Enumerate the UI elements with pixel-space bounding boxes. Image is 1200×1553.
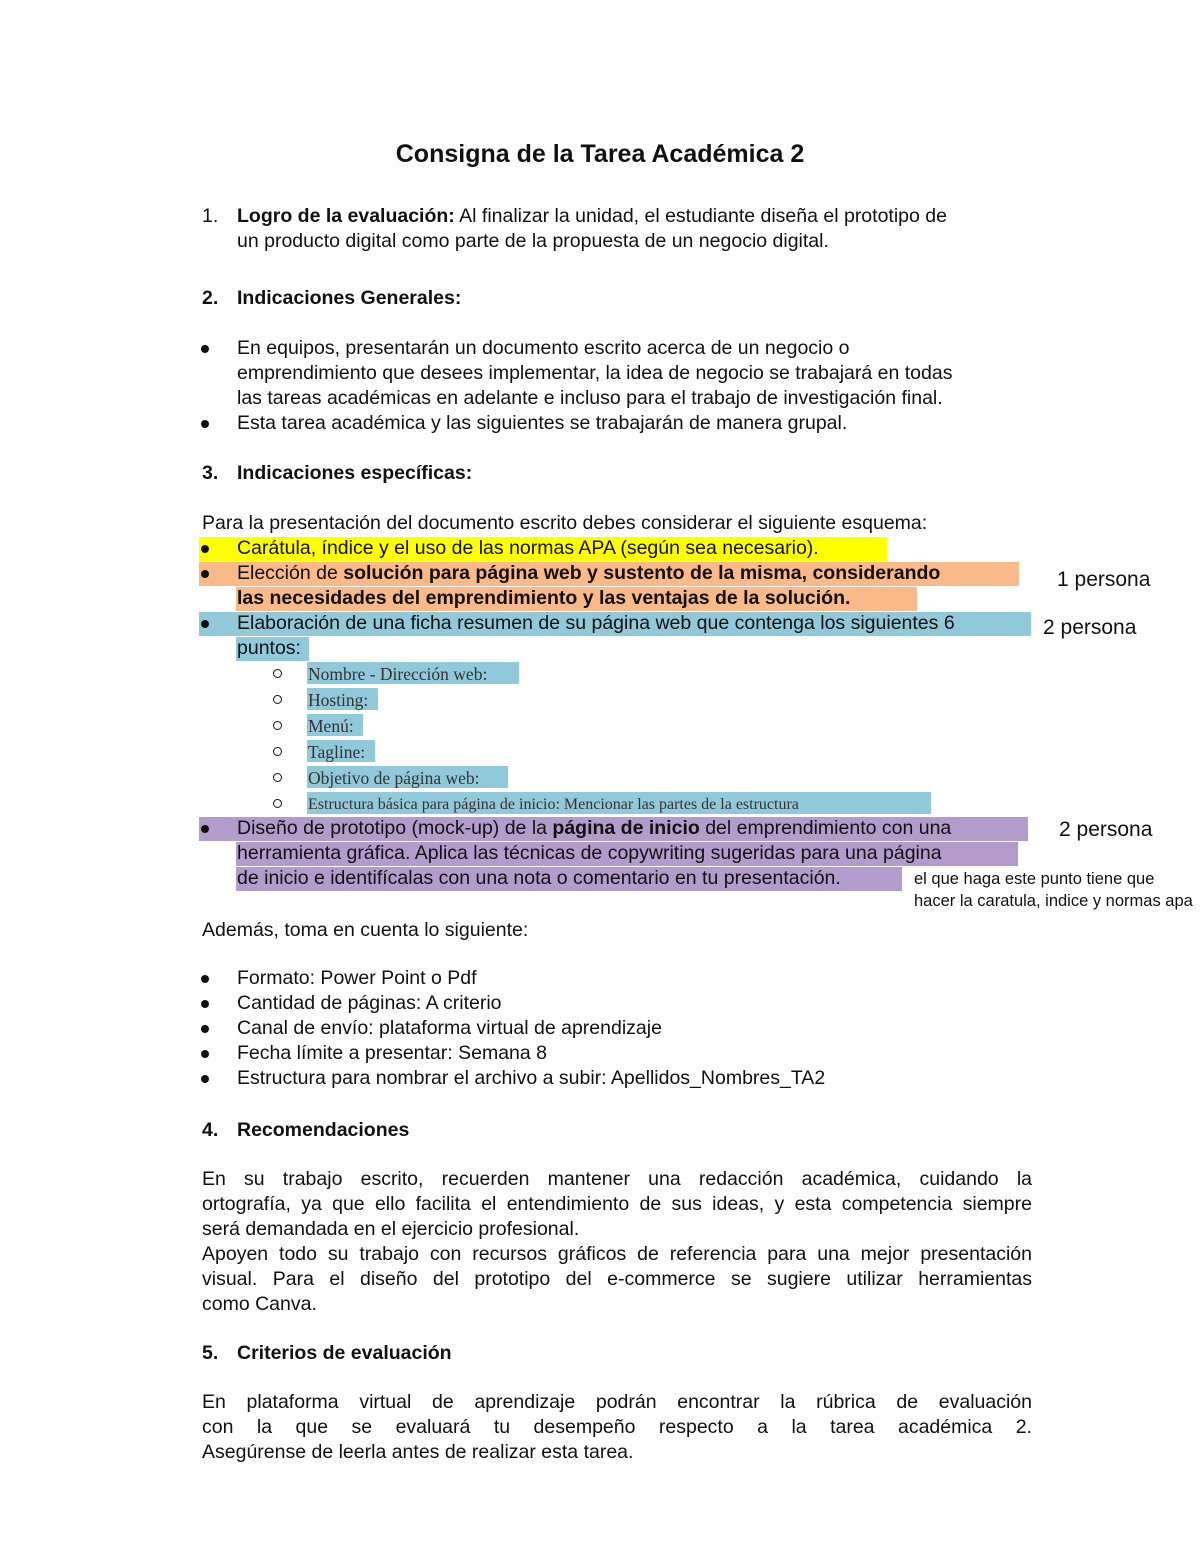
assignment-note-2: 2 persona	[1043, 616, 1137, 639]
bullet-dot	[201, 345, 209, 353]
scheme-item-4-line-3-text: de inicio e identifícalas con una nota o comentario en tu presentación	[237, 867, 836, 889]
section-5-heading: Criterios de evaluación	[237, 1342, 452, 1364]
scheme-item-2-line-1	[237, 561, 940, 586]
requirement-5: Estructura para nombrar el archivo a subir: Apellidos_Nombres_TA2	[237, 1067, 826, 1089]
circle-bullet-icon	[273, 721, 282, 730]
section-1-number: 1.	[202, 205, 219, 227]
scheme-item-1: Carátula, índice y el uso de las normas APA (según sea necesario).	[237, 537, 819, 559]
recommendations-p2-line-2: visual. Para el diseño del prototipo del e-commerce se sugiere utilizar herramientas	[202, 1268, 1032, 1290]
section-1-line-2: un producto digital como parte de la propuesta de un negocio digital.	[237, 230, 829, 252]
bullet-dot	[201, 1050, 209, 1058]
criteria-line-3: Asegúrense de leerla antes de realizar esta tarea.	[202, 1441, 634, 1463]
recommendations-paragraph-1	[202, 1167, 1032, 1317]
section-1-text: Al finalizar la unidad, el estudiante diseña el prototipo de	[454, 205, 947, 227]
ademas-text: Además, toma en cuenta lo siguiente:	[202, 919, 529, 941]
recommendations-p1-line-3: será demandada en el ejercicio profesional.	[202, 1218, 580, 1240]
recommendations-p2-line-1: Apoyen todo su trabajo con recursos gráficos de referencia para una mejor presentación	[202, 1243, 1032, 1265]
bullet-dot	[201, 620, 209, 628]
general-bullet-1-line-3: las tareas académicas en adelante e incluso para el trabajo de investigación final.	[237, 387, 943, 409]
bullet-dot	[201, 1025, 209, 1033]
bullet-dot	[201, 825, 209, 833]
sub-item-1: Nombre - Dirección web:	[308, 664, 488, 684]
recommendations-p2-line-3: como Canva.	[202, 1293, 317, 1315]
bullet-dot	[201, 975, 209, 983]
recommendations-p1-line-2: ortografía, ya que ello facilita el entendimiento de sus ideas, y esta competencia siempre	[202, 1193, 1032, 1215]
bullet-dot	[201, 420, 209, 428]
sub-item-4: Tagline:	[308, 742, 366, 762]
criteria-line-2: con la que se evaluará tu desempeño respecto a la tarea académica 2.	[202, 1416, 1032, 1438]
section-4-heading: Recomendaciones	[237, 1119, 410, 1141]
section-1-heading: Logro de la evaluación:	[237, 205, 455, 227]
scheme-item-3-line-1: Elaboración de una ficha resumen de su página web que contenga los siguientes 6	[237, 612, 955, 634]
scheme-item-4-prefix: Diseño de prototipo (mock-up) de la	[237, 817, 553, 839]
section-2-heading: Indicaciones Generales:	[237, 287, 462, 309]
section-3-heading: Indicaciones específicas:	[237, 462, 473, 484]
scheme-item-2-prefix: Elección de	[237, 562, 344, 584]
requirement-3: Canal de envío: plataforma virtual de aprendizaje	[237, 1017, 662, 1039]
bullet-dot	[201, 570, 209, 578]
requirement-1: Formato: Power Point o Pdf	[237, 967, 477, 989]
section-2-number: 2.	[202, 287, 219, 309]
assignment-comment: el que haga este punto tiene que hacer la caratula, indice y normas apa	[914, 870, 1193, 910]
sub-item-2: Hosting:	[308, 690, 369, 710]
general-bullet-1-line-2: emprendimiento que desees implementar, la idea de negocio se trabajará en todas	[237, 362, 953, 384]
bullet-dot	[201, 545, 209, 553]
scheme-item-4-line-1	[237, 816, 951, 841]
recommendations-p1-line-1: En su trabajo escrito, recuerden mantener una redacción académica, cuidando la	[202, 1168, 1032, 1190]
document-title: Consigna de la Tarea Académica 2	[395, 140, 805, 168]
requirement-4: Fecha límite a presentar: Semana 8	[237, 1042, 547, 1064]
section-3-intro: Para la presentación del documento escrito debes considerar el siguiente esquema:	[202, 512, 928, 534]
circle-bullet-icon	[273, 695, 282, 704]
section-1-line-1	[237, 204, 947, 229]
circle-bullet-icon	[273, 773, 282, 782]
scheme-item-3-line-2: puntos:	[237, 637, 301, 659]
sub-item-6: Estructura básica para página de inicio: Mencionar las partes de la estructura	[308, 796, 799, 813]
section-5-number: 5.	[202, 1342, 219, 1364]
scheme-item-4-period: .	[835, 867, 841, 889]
assignment-note-3: 2 persona	[1059, 818, 1153, 841]
circle-bullet-icon	[273, 669, 282, 678]
sub-item-3: Menú:	[308, 716, 354, 736]
assignment-note-1: 1 persona	[1057, 568, 1151, 591]
scheme-item-4-line-2: herramienta gráfica. Aplica las técnicas de copywriting sugeridas para una página	[237, 842, 942, 864]
criteria-line-1: En plataforma virtual de aprendizaje podrán encontrar la rúbrica de evaluación	[202, 1391, 1032, 1413]
section-4-number: 4.	[202, 1119, 219, 1141]
section-3-number: 3.	[202, 462, 219, 484]
sub-item-5: Objetivo de página web:	[308, 768, 480, 788]
criteria-paragraph	[202, 1390, 1032, 1465]
scheme-item-2-line-2: las necesidades del emprendimiento y las ventajas de la solución.	[237, 587, 851, 609]
general-bullet-1-line-1: En equipos, presentarán un documento escrito acerca de un negocio o	[237, 337, 850, 359]
scheme-item-4-line-3	[237, 866, 841, 891]
circle-bullet-icon	[273, 747, 282, 756]
scheme-item-4-bold: página de inicio	[552, 817, 700, 839]
bullet-dot	[201, 1075, 209, 1083]
circle-bullet-icon	[273, 799, 282, 808]
requirement-2: Cantidad de páginas: A criterio	[237, 992, 502, 1014]
scheme-item-2-bold: solución para página web y sustento de la misma, considerando	[343, 562, 941, 584]
bullet-dot	[201, 1000, 209, 1008]
scheme-item-4-suffix: del emprendimiento con una	[699, 817, 952, 839]
general-bullet-2: Esta tarea académica y las siguientes se trabajarán de manera grupal.	[237, 412, 848, 434]
